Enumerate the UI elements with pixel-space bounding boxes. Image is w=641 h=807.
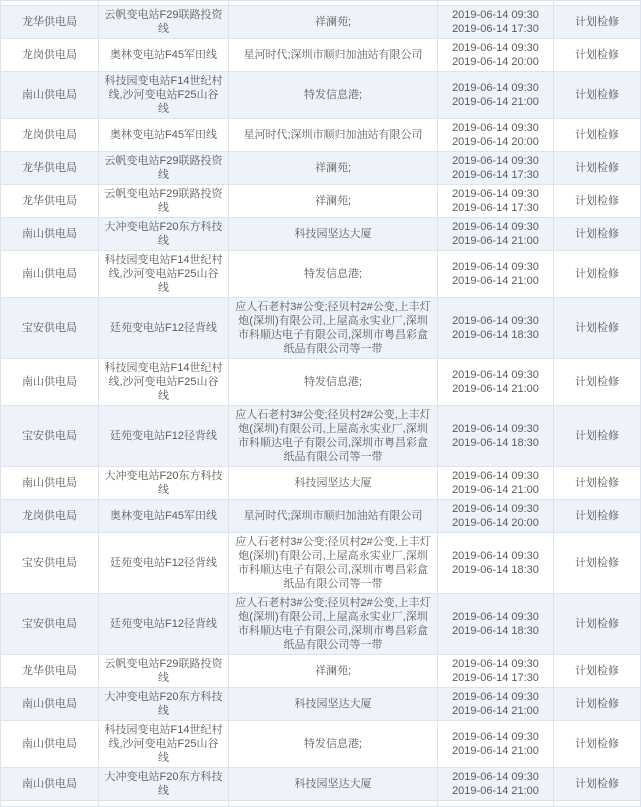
cell-line: 奥林变电站F45军田线 (99, 39, 229, 72)
cell-area (229, 801, 438, 807)
cell-type: 计划检修 (554, 359, 641, 406)
cell-bureau: 南山供电局 (1, 688, 99, 721)
cell-time (438, 218, 554, 251)
cell-area: 应人石老村3#公变;径贝村2#公变,上丰灯炮(深圳)有限公司,上屋高永实业厂,深圳市科顺达电子有限公司,深圳市粤昌彩盒纸品有限公司等一带 (229, 298, 438, 359)
cell-time (438, 251, 554, 298)
time-start: 2019-06-14 09:30 (452, 188, 539, 200)
cell-line: 廷苑变电站F12径背线 (99, 298, 229, 359)
cell-bureau: 龙岗供电局 (1, 500, 99, 533)
outage-table-body (1, 1, 641, 807)
cell-time (438, 688, 554, 721)
cell-area: 星河时代;深圳市顺归加油站有限公司 (229, 500, 438, 533)
cell-time (438, 801, 554, 807)
table-row (1, 359, 641, 406)
time-start: 2019-06-14 09:30 (452, 470, 539, 482)
table-row (1, 406, 641, 467)
time-end: 2019-06-14 21:00 (452, 785, 539, 797)
cell-type: 计划检修 (554, 406, 641, 467)
cell-area: 应人石老村3#公变;径贝村2#公变,上丰灯炮(深圳)有限公司,上屋高永实业厂,深圳市科顺达电子有限公司,深圳市粤昌彩盒纸品有限公司等一带 (229, 594, 438, 655)
cell-type: 计划检修 (554, 688, 641, 721)
time-end: 2019-06-14 17:30 (452, 672, 539, 684)
cell-time (438, 39, 554, 72)
time-end: 2019-06-14 18:30 (452, 329, 539, 341)
cell-line: 廷苑变电站F12径背线 (99, 594, 229, 655)
cell-bureau: 龙岗供电局 (1, 119, 99, 152)
time-start: 2019-06-14 09:30 (452, 731, 539, 743)
cell-line: 大冲变电站F20东方科技线 (99, 218, 229, 251)
cell-time (438, 721, 554, 768)
time-end: 2019-06-14 21:00 (452, 383, 539, 395)
clipped-row-bottom (1, 801, 641, 807)
cell-line: 大冲变电站F20东方科技线 (99, 467, 229, 500)
cell-line: 大冲变电站F20东方科技线 (99, 688, 229, 721)
time-end: 2019-06-14 21:00 (452, 705, 539, 717)
table-row (1, 688, 641, 721)
time-end: 2019-06-14 18:30 (452, 437, 539, 449)
cell-time (438, 467, 554, 500)
cell-time (438, 72, 554, 119)
cell-area: 科技园坚达大厦 (229, 688, 438, 721)
time-start: 2019-06-14 09:30 (452, 155, 539, 167)
cell-type: 计划检修 (554, 119, 641, 152)
cell-time (438, 152, 554, 185)
table-row (1, 655, 641, 688)
table-row (1, 152, 641, 185)
cell-type: 计划检修 (554, 72, 641, 119)
cell-area: 祥澜苑; (229, 6, 438, 39)
time-start: 2019-06-14 09:30 (452, 122, 539, 134)
time-end: 2019-06-14 18:30 (452, 625, 539, 637)
time-end: 2019-06-14 20:00 (452, 517, 539, 529)
cell-line: 科技园变电站F14世纪村线,沙河变电站F25山谷线 (99, 251, 229, 298)
table-row (1, 467, 641, 500)
table-row (1, 721, 641, 768)
cell-area: 星河时代;深圳市顺归加油站有限公司 (229, 39, 438, 72)
cell-time (438, 406, 554, 467)
cell-time (438, 6, 554, 39)
time-end: 2019-06-14 17:30 (452, 169, 539, 181)
cell-type: 计划检修 (554, 594, 641, 655)
cell-line: 科技园变电站F14世纪村线,沙河变电站F25山谷线 (99, 359, 229, 406)
cell-area: 应人石老村3#公变;径贝村2#公变,上丰灯炮(深圳)有限公司,上屋高永实业厂,深圳市科顺达电子有限公司,深圳市粤昌彩盒纸品有限公司等一带 (229, 406, 438, 467)
table-row (1, 218, 641, 251)
cell-line: 云帆变电站F29联路投资线 (99, 185, 229, 218)
table-row (1, 39, 641, 72)
cell-time (438, 768, 554, 801)
cell-bureau: 宝安供电局 (1, 298, 99, 359)
cell-bureau: 南山供电局 (1, 467, 99, 500)
time-end: 2019-06-14 18:30 (452, 564, 539, 576)
cell-line: 廷苑变电站F12径背线 (99, 406, 229, 467)
time-start: 2019-06-14 09:30 (452, 658, 539, 670)
cell-type: 计划检修 (554, 251, 641, 298)
cell-area: 科技园坚达大厦 (229, 218, 438, 251)
cell-bureau: 龙华供电局 (1, 655, 99, 688)
cell-time (438, 298, 554, 359)
cell-type (554, 801, 641, 807)
table-row (1, 533, 641, 594)
time-end: 2019-06-14 20:00 (452, 136, 539, 148)
cell-bureau: 南山供电局 (1, 218, 99, 251)
cell-type: 计划检修 (554, 6, 641, 39)
cell-bureau: 龙华供电局 (1, 6, 99, 39)
cell-area: 祥澜苑; (229, 152, 438, 185)
cell-area: 特发信息港; (229, 251, 438, 298)
cell-type: 计划检修 (554, 298, 641, 359)
time-end: 2019-06-14 17:30 (452, 23, 539, 35)
table-row (1, 72, 641, 119)
cell-area: 特发信息港; (229, 359, 438, 406)
cell-type: 计划检修 (554, 721, 641, 768)
cell-line: 云帆变电站F29联路投资线 (99, 6, 229, 39)
cell-bureau: 龙华供电局 (1, 152, 99, 185)
cell-bureau: 龙华供电局 (1, 185, 99, 218)
time-end: 2019-06-14 21:00 (452, 275, 539, 287)
time-end: 2019-06-14 21:00 (452, 96, 539, 108)
time-end: 2019-06-14 21:00 (452, 235, 539, 247)
time-start: 2019-06-14 09:30 (452, 42, 539, 54)
time-start: 2019-06-14 09:30 (452, 9, 539, 21)
cell-type: 计划检修 (554, 500, 641, 533)
cell-time (438, 500, 554, 533)
cell-line: 奥林变电站F45军田线 (99, 500, 229, 533)
cell-type: 计划检修 (554, 655, 641, 688)
cell-bureau: 宝安供电局 (1, 594, 99, 655)
time-end: 2019-06-14 21:00 (452, 484, 539, 496)
cell-time (438, 185, 554, 218)
time-start: 2019-06-14 09:30 (452, 503, 539, 515)
cell-bureau: 南山供电局 (1, 251, 99, 298)
cell-area: 应人石老村3#公变;径贝村2#公变,上丰灯炮(深圳)有限公司,上屋高永实业厂,深圳市科顺达电子有限公司,深圳市粤昌彩盒纸品有限公司等一带 (229, 533, 438, 594)
cell-type: 计划检修 (554, 185, 641, 218)
cell-line: 奥林变电站F45军田线 (99, 119, 229, 152)
time-start: 2019-06-14 09:30 (452, 369, 539, 381)
cell-type: 计划检修 (554, 39, 641, 72)
cell-line: 云帆变电站F29联路投资线 (99, 152, 229, 185)
cell-line: 云帆变电站F29联路投资线 (99, 655, 229, 688)
cell-time (438, 119, 554, 152)
table-row (1, 185, 641, 218)
cell-area: 祥澜苑; (229, 655, 438, 688)
time-end: 2019-06-14 17:30 (452, 202, 539, 214)
cell-type: 计划检修 (554, 768, 641, 801)
cell-type: 计划检修 (554, 218, 641, 251)
cell-area: 星河时代;深圳市顺归加油站有限公司 (229, 119, 438, 152)
time-end: 2019-06-14 20:00 (452, 56, 539, 68)
table-row (1, 119, 641, 152)
cell-bureau: 龙岗供电局 (1, 39, 99, 72)
cell-area: 祥澜苑; (229, 185, 438, 218)
table-row (1, 500, 641, 533)
time-start: 2019-06-14 09:30 (452, 82, 539, 94)
cell-bureau: 宝安供电局 (1, 533, 99, 594)
cell-type: 计划检修 (554, 467, 641, 500)
cell-bureau: 宝安供电局 (1, 406, 99, 467)
time-end: 2019-06-14 21:00 (452, 745, 539, 757)
cell-time (438, 655, 554, 688)
cell-bureau (1, 801, 99, 807)
cell-type: 计划检修 (554, 152, 641, 185)
cell-line: 科技园变电站F14世纪村线,沙河变电站F25山谷线 (99, 721, 229, 768)
cell-line: 科技园变电站F14世纪村线,沙河变电站F25山谷线 (99, 72, 229, 119)
table-row (1, 298, 641, 359)
time-start: 2019-06-14 09:30 (452, 691, 539, 703)
cell-bureau: 南山供电局 (1, 768, 99, 801)
cell-time (438, 594, 554, 655)
cell-area: 科技园坚达大厦 (229, 467, 438, 500)
time-start: 2019-06-14 09:30 (452, 221, 539, 233)
cell-time (438, 359, 554, 406)
time-start: 2019-06-14 09:30 (452, 611, 539, 623)
cell-type: 计划检修 (554, 533, 641, 594)
time-start: 2019-06-14 09:30 (452, 550, 539, 562)
cell-area: 特发信息港; (229, 72, 438, 119)
time-start: 2019-06-14 09:30 (452, 423, 539, 435)
cell-bureau: 南山供电局 (1, 359, 99, 406)
time-start: 2019-06-14 09:30 (452, 315, 539, 327)
cell-area: 特发信息港; (229, 721, 438, 768)
cell-area: 科技园坚达大厦 (229, 768, 438, 801)
cell-time (438, 533, 554, 594)
time-start: 2019-06-14 09:30 (452, 771, 539, 783)
table-row (1, 768, 641, 801)
cell-line: 大冲变电站F20东方科技线 (99, 768, 229, 801)
table-row (1, 594, 641, 655)
table-row (1, 251, 641, 298)
cell-bureau: 南山供电局 (1, 72, 99, 119)
cell-bureau: 南山供电局 (1, 721, 99, 768)
time-start: 2019-06-14 09:30 (452, 261, 539, 273)
cell-line (99, 801, 229, 807)
table-row (1, 6, 641, 39)
cell-line: 廷苑变电站F12径背线 (99, 533, 229, 594)
